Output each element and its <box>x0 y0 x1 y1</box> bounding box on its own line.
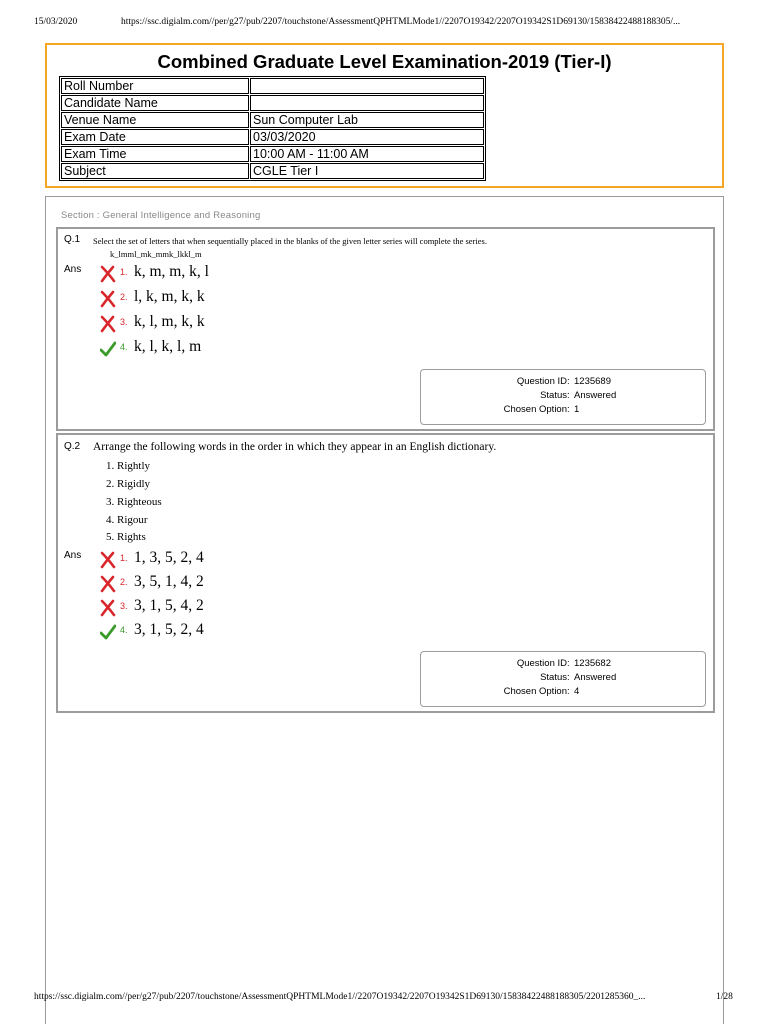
meta-label: Status <box>540 672 567 683</box>
meta-question-id: Question ID : 1235689 <box>516 376 611 387</box>
option-text: k, m, m, k, l <box>134 263 209 280</box>
print-footer <box>0 990 768 1010</box>
info-row-subject <box>61 163 484 179</box>
red-cross-icon <box>100 315 116 333</box>
question-card-q2 <box>56 433 715 713</box>
meta-chosen-option: Chosen Option : 4 <box>503 686 580 697</box>
option-text: l, k, m, k, k <box>134 288 205 305</box>
option-number: 3. <box>120 601 128 611</box>
meta-value: 1235689 <box>574 376 611 387</box>
option-number: 2. <box>120 577 128 587</box>
meta-label: Chosen Option <box>503 404 567 415</box>
option-text: 3, 5, 1, 4, 2 <box>134 573 204 590</box>
answer-label: Ans <box>64 264 82 275</box>
exam-info-table <box>59 76 486 181</box>
info-row-candidate-name <box>61 95 484 111</box>
answer-label: Ans <box>64 550 82 561</box>
meta-label: Question ID <box>516 376 567 387</box>
option-text: 3, 1, 5, 2, 4 <box>134 621 204 638</box>
option-text: k, l, m, k, k <box>134 313 205 330</box>
info-label: Subject <box>61 163 249 179</box>
statement-2: 2. Rigidly <box>106 478 151 490</box>
footer-url: https://ssc.digialm.com//per/g27/pub/2207/touchstone/AssessmentQPHTMLMode1//2207O19342/2207O19342S1D69130/15838422488188305/2201285360_... <box>34 992 646 1002</box>
section-label: Section : General Intelligence and Reasoning <box>61 210 261 221</box>
option-text: 1, 3, 5, 2, 4 <box>134 549 204 566</box>
question-number: Q.1 <box>64 234 81 245</box>
question-text: Arrange the following words in the order in which they appear in an English dictionary. <box>93 441 497 453</box>
letter-series: k_lmml_mk_mmk_lkkl_m <box>110 249 202 259</box>
meta-value: Answered <box>574 672 617 683</box>
info-label: Roll Number <box>61 78 249 94</box>
statement-1: 1. Rightly <box>106 460 151 472</box>
option-number: 4. <box>120 342 128 352</box>
info-row-roll-number <box>61 78 484 94</box>
meta-question-id: Question ID : 1235682 <box>516 658 611 669</box>
option-text: 3, 1, 5, 4, 2 <box>134 597 204 614</box>
info-label: Candidate Name <box>61 95 249 111</box>
meta-value: Answered <box>574 390 617 401</box>
option-text: k, l, k, l, m <box>134 338 202 355</box>
green-check-icon <box>100 623 116 641</box>
option-number: 1. <box>120 553 128 563</box>
meta-label: Status <box>540 390 567 401</box>
page-number: 1/28 <box>716 992 733 1002</box>
info-label: Exam Date <box>61 129 249 145</box>
statement-5: 5. Rights <box>106 531 146 543</box>
info-row-exam-date <box>61 129 484 145</box>
info-value: Sun Computer Lab <box>250 112 484 128</box>
meta-value: 4 <box>574 686 580 697</box>
red-cross-icon <box>100 290 116 308</box>
statement-4: 4. Rigour <box>106 514 148 526</box>
meta-chosen-option: Chosen Option : 1 <box>503 404 580 415</box>
question-number: Q.2 <box>64 441 81 452</box>
meta-label: Chosen Option <box>503 686 567 697</box>
meta-value: 1 <box>574 404 580 415</box>
info-value <box>250 78 484 94</box>
info-label: Venue Name <box>61 112 249 128</box>
meta-value: 1235682 <box>574 658 611 669</box>
option-number: 1. <box>120 267 128 277</box>
red-cross-icon <box>100 575 116 593</box>
info-value: 10:00 AM - 11:00 AM <box>250 146 484 162</box>
question-text: Select the set of letters that when sequentially placed in the blanks of the given letter series will complete the series. <box>93 236 487 246</box>
option-number: 2. <box>120 292 128 302</box>
info-value: 03/03/2020 <box>250 129 484 145</box>
meta-label: Question ID <box>516 658 567 669</box>
info-value <box>250 95 484 111</box>
option-number: 4. <box>120 625 128 635</box>
info-row-venue-name <box>61 112 484 128</box>
question-meta-box <box>420 369 706 425</box>
green-check-icon <box>100 340 116 358</box>
exam-title: Combined Graduate Level Examination-2019 (Tier-I) <box>157 51 612 72</box>
question-page-frame <box>45 196 724 1024</box>
info-row-exam-time <box>61 146 484 162</box>
red-cross-icon <box>100 551 116 569</box>
question-meta-box <box>420 651 706 707</box>
print-url: https://ssc.digialm.com//per/g27/pub/2207/touchstone/AssessmentQPHTMLMode1//2207O19342/2207O19342S1D69130/15838422488188305/... <box>121 17 681 27</box>
meta-status: Status : Answered <box>540 390 617 401</box>
question-card-q1 <box>56 227 715 431</box>
info-label: Exam Time <box>61 146 249 162</box>
meta-status: Status : Answered <box>540 672 617 683</box>
exam-info-box <box>45 43 724 188</box>
option-number: 3. <box>120 317 128 327</box>
red-cross-icon <box>100 265 116 283</box>
red-cross-icon <box>100 599 116 617</box>
statement-3: 3. Righteous <box>106 496 162 508</box>
info-value: CGLE Tier I <box>250 163 484 179</box>
print-header <box>0 0 768 40</box>
print-date: 15/03/2020 <box>34 17 78 27</box>
